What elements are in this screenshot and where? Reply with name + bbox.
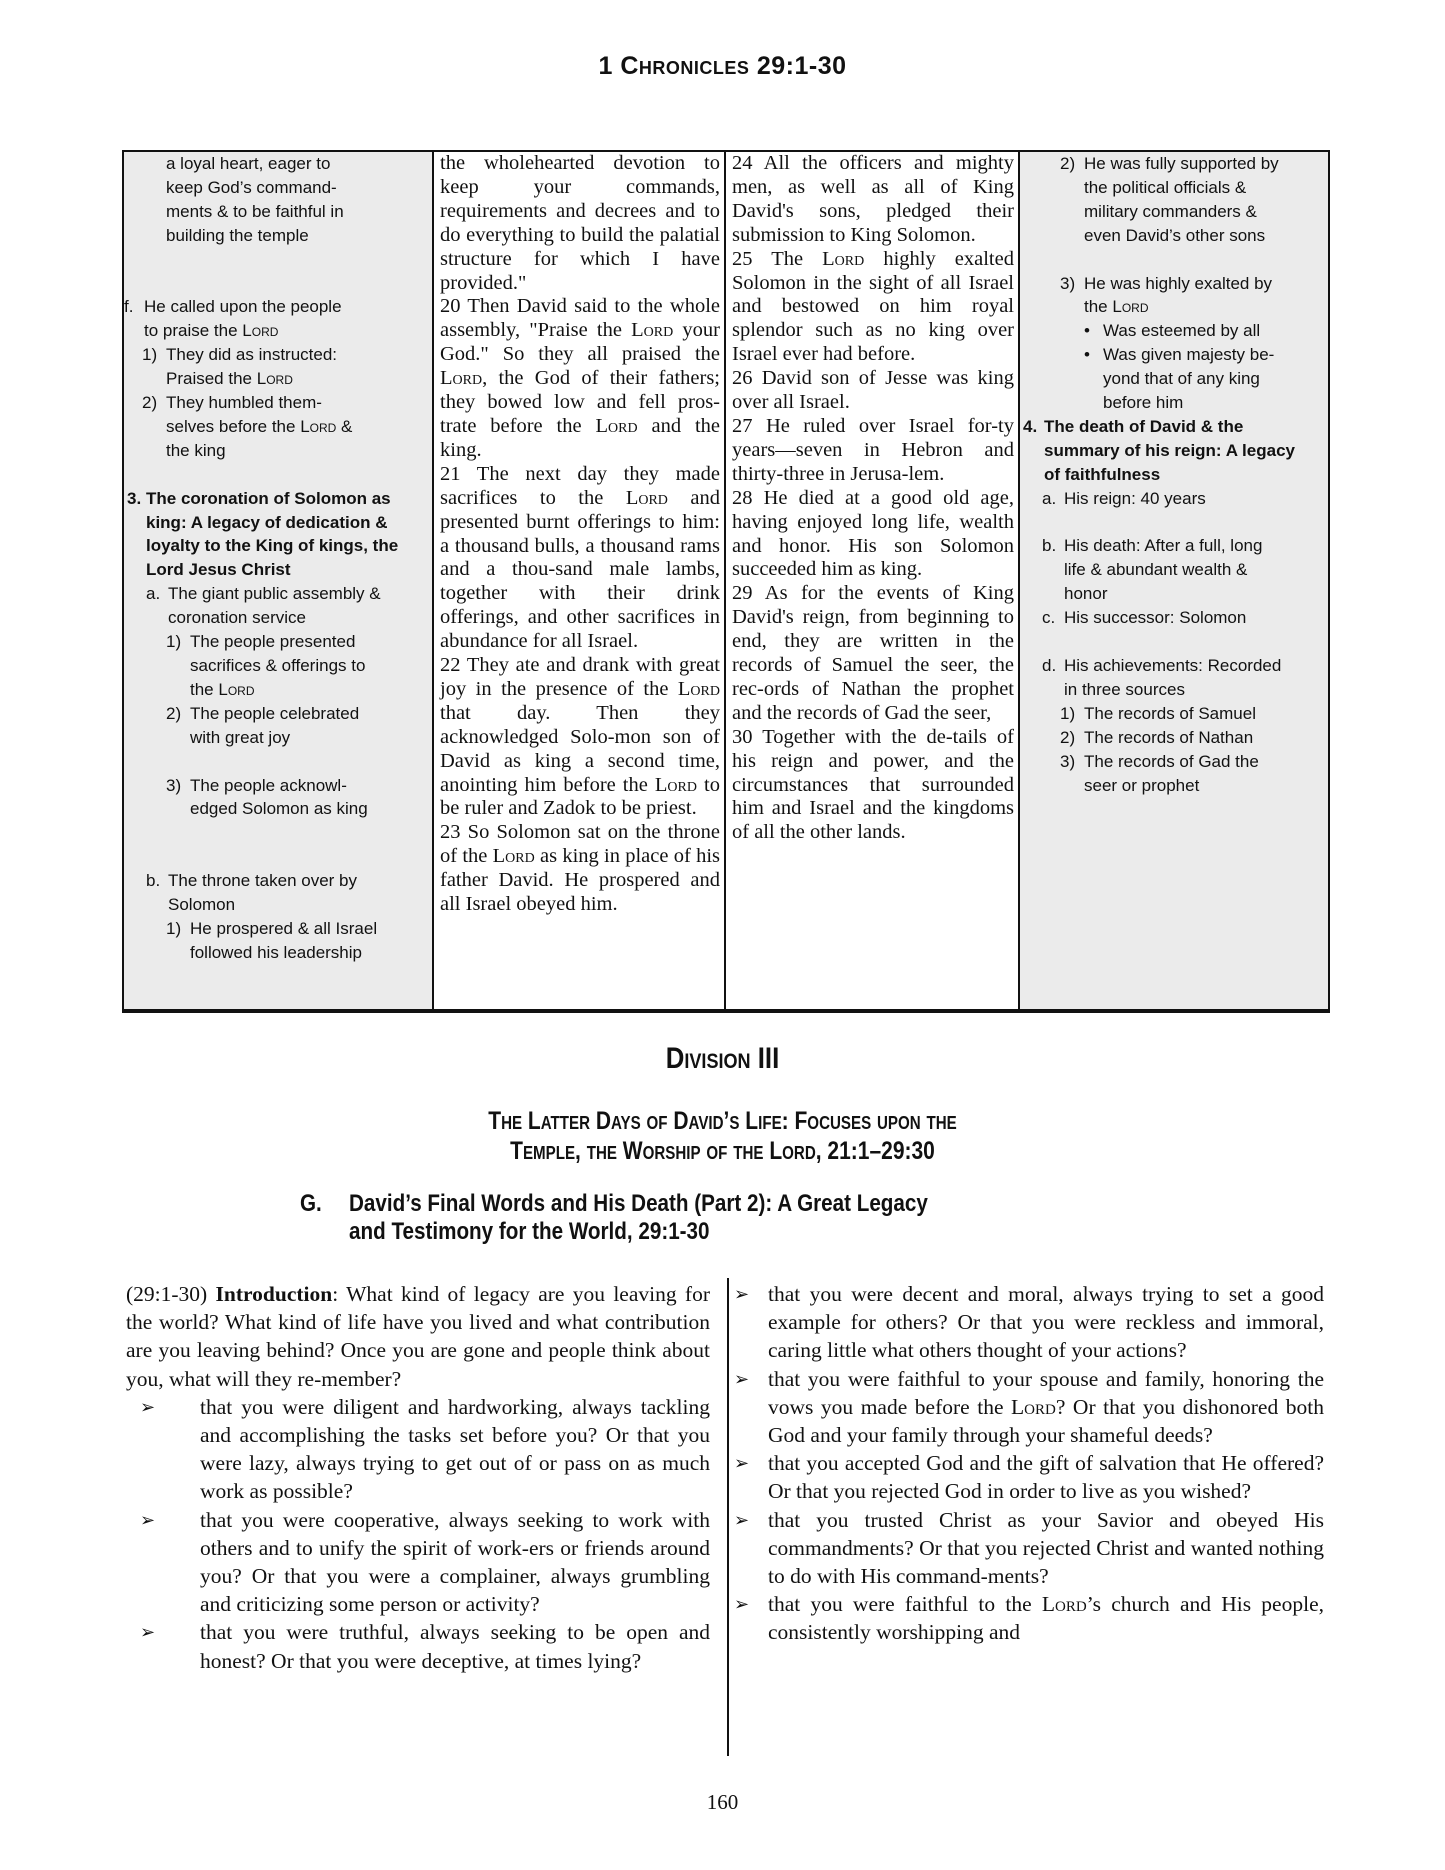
outline-line: sacrifices & offerings to <box>190 656 366 675</box>
outline-label: 1) <box>166 918 182 938</box>
outline-line: Solomon <box>168 895 236 915</box>
intro-reference: (29:1-30) <box>126 1282 216 1306</box>
intro-paragraph <box>126 1280 710 1393</box>
outline-item-d <box>1020 654 1328 702</box>
lord-smallcaps: Lord <box>242 321 279 341</box>
verse-text: 20 Then David said to the whole assembly, "Praise the <box>440 295 720 342</box>
lord-smallcaps: Lord <box>256 369 293 389</box>
outline-item-d1 <box>1020 702 1328 726</box>
outline-label: c. <box>1042 608 1056 628</box>
verse-text: and the king. <box>440 414 720 461</box>
verse-28: 28 He died at a good old age, having enjoyed long life, wealth and honor. His son Solomon succeeded him as king. <box>732 486 1014 581</box>
outline-label: 3. <box>127 488 142 508</box>
outline-line: The people celebrated <box>190 703 360 723</box>
bullet-text: ? Or that you dishonored both God and your family through your shameful deeds? <box>768 1394 1324 1448</box>
verse-text: , the God of their fathers; they bowed low and fell pros-trate before the <box>440 367 720 437</box>
outline-line: the <box>1084 297 1113 317</box>
lord-smallcaps: Lord <box>595 414 638 437</box>
section-title-line: David’s Final Words and His Death (Part 2): A Great Legacy <box>349 1190 928 1217</box>
division-subtitle-line: Temple, the Worship of the Lord, <box>510 1137 822 1165</box>
outline-item-a2 <box>124 702 432 750</box>
body-column-right <box>734 1280 1324 1647</box>
outline-bullet <box>1020 343 1328 415</box>
outline-line: the king <box>166 440 226 460</box>
bullet-text: ’s church and His people, consistently worshipping and <box>768 1592 1324 1645</box>
verse-text: 21 The next day they made sacrifices to the <box>440 462 720 509</box>
section-heading <box>300 1190 1040 1246</box>
outline-line: The giant public assembly & <box>168 584 381 604</box>
outline-label: 2) <box>166 703 182 723</box>
bullet-text: that you trusted Christ as your Savior and obeyed His commandments? Or that you rejected Christ and wanted nothing to do with His command-ments? <box>768 1507 1324 1589</box>
outline-line: The death of David & the <box>1044 416 1244 436</box>
lord-smallcaps: Lord <box>218 679 255 699</box>
outline-label: 1) <box>166 632 182 652</box>
outline-line: He prospered & all Israel <box>190 918 378 938</box>
bullet-text: that you were faithful to your spouse and family, honoring the vows you made before the <box>768 1366 1324 1419</box>
outline-item-a <box>124 582 432 630</box>
outline-item-f1 <box>124 343 432 391</box>
header-number: 1 <box>598 52 621 80</box>
outline-line: His death: After a full, long <box>1064 536 1263 556</box>
outline-line: He was highly exalted by <box>1084 273 1273 293</box>
outline-label: 3) <box>166 775 182 795</box>
verse-text: 23 So Solomon sat on the throne of the <box>440 821 720 868</box>
outline-line: coronation service <box>168 608 306 628</box>
outline-line: They humbled them- <box>166 393 322 413</box>
outline-line: building the temple <box>166 225 309 245</box>
bullet-text: that you were diligent and hardworking, always tackling and accomplishing the tasks set before you? Or that you were lazy, always trying to get out of or pass on as much work as possible? <box>200 1394 710 1504</box>
lord-smallcaps: Lord <box>822 247 865 270</box>
outline-line: seer or prophet <box>1084 775 1200 795</box>
outline-line: life & abundant wealth & <box>1064 560 1248 580</box>
lord-smallcaps: Lord <box>625 486 668 509</box>
outline-line: summary of his reign: A legacy <box>1044 440 1295 460</box>
outline-line: Lord Jesus Christ <box>146 560 291 580</box>
outline-line: He called upon the people <box>144 297 342 317</box>
outline-label: 2) <box>1060 727 1076 747</box>
outline-line: edged Solomon as king <box>190 799 368 819</box>
outline-label: d. <box>1042 655 1057 675</box>
outline-item <box>124 152 432 248</box>
outline-line: a loyal heart, eager to <box>166 154 331 173</box>
outline-line: The people acknowl- <box>190 775 347 795</box>
outline-line: king: A legacy of dedication & <box>146 512 388 532</box>
outline-label: 4. <box>1023 416 1038 436</box>
outline-line: loyalty to the King of kings, the <box>146 536 399 556</box>
verse-21 <box>440 463 720 654</box>
outline-column-right <box>1020 152 1328 1009</box>
outline-line: Was esteemed by all <box>1103 321 1261 341</box>
outline-label: b. <box>1042 536 1057 556</box>
outline-item-f2 <box>124 391 432 463</box>
division-subtitle <box>116 1106 1330 1166</box>
outline-line: followed his leadership <box>190 942 362 962</box>
verse-text: your God." So they all praised the <box>440 319 720 366</box>
bullet-text: that you were truthful, always seeking to be open and honest? Or that you were deceptive, at times lying? <box>200 1620 710 1673</box>
division-subtitle-range: 21:1–29:30 <box>821 1137 935 1165</box>
outline-label: 3) <box>1060 751 1076 771</box>
outline-line: with great joy <box>190 727 291 747</box>
verse-23 <box>440 821 720 917</box>
division-title: Division III <box>665 1042 780 1075</box>
column-divider <box>727 1278 729 1756</box>
outline-line: yond that of any king <box>1103 369 1260 389</box>
outline-line: military commanders & <box>1084 201 1257 221</box>
outline-line: before him <box>1103 393 1184 413</box>
section-title-line: and Testimony for the World, 29:1-30 <box>349 1218 710 1245</box>
outline-line: His reign: 40 years <box>1064 488 1206 508</box>
bullet-icon: • <box>1084 321 1090 341</box>
outline-line: even David’s other sons <box>1084 225 1266 245</box>
arrow-bullet-icon: ➢ <box>734 1284 750 1304</box>
outline-item-a1 <box>124 630 432 702</box>
legacy-bullet <box>734 1365 1324 1450</box>
arrow-bullet-icon: ➢ <box>140 1509 156 1530</box>
outline-point-4 <box>1020 415 1328 487</box>
outline-line: keep God’s command- <box>166 177 337 197</box>
bullet-icon: • <box>1084 345 1090 365</box>
outline-line: the <box>190 679 219 699</box>
outline-item-2 <box>1020 152 1328 248</box>
arrow-bullet-icon: ➢ <box>734 1509 750 1530</box>
verse-26: 26 David son of Jesse was king over all Israel. <box>732 367 1014 414</box>
verse-20 <box>440 295 720 462</box>
verse-text: as king in place of his father David. He prospered and all Israel obeyed him. <box>440 845 720 916</box>
lord-smallcaps: Lord <box>677 677 720 700</box>
outline-line: The throne taken over by <box>168 871 358 891</box>
lord-smallcaps: Lord <box>300 416 337 436</box>
outline-item-f <box>124 295 432 343</box>
lord-smallcaps: Lord <box>1112 297 1149 317</box>
legacy-bullet <box>734 1506 1324 1591</box>
verse-text: highly exalted Solomon in the sight of all Israel and bestowed on him royal splendor such as no king over Israel ever had before. <box>732 247 1014 366</box>
outline-label: b. <box>146 871 161 891</box>
outline-item-c <box>1020 606 1328 630</box>
legacy-bullet <box>734 1280 1324 1365</box>
outline-point-3 <box>124 487 432 583</box>
commentary-table <box>122 150 1330 1013</box>
outline-item-b <box>1020 534 1328 606</box>
outline-line: The records of Nathan <box>1084 727 1254 747</box>
outline-line: honor <box>1064 584 1108 604</box>
outline-label: 3) <box>1060 273 1076 293</box>
bullet-text: that you were faithful to the <box>768 1592 1042 1617</box>
lord-smallcaps: Lord <box>631 319 674 342</box>
verse-24: 24 All the officers and mighty men, as well as all of King David's sons, pledged their submission to King Solomon. <box>732 152 1014 246</box>
verse-27: 27 He ruled over Israel for-ty years—seven in Hebron and thirty-three in Jerusa-lem. <box>732 414 1014 485</box>
outline-line: Was given majesty be- <box>1103 345 1275 365</box>
outline-line: He was fully supported by <box>1084 154 1279 173</box>
verse-text: to be ruler and Zadok to be priest. <box>440 773 720 820</box>
outline-label: a. <box>146 584 161 604</box>
section-letter: G. <box>300 1190 322 1217</box>
verse-19-end: the wholehearted devotion to keep your commands, requirements and decrees and to do everything to build the palatial structure for which I have provided." <box>440 152 720 294</box>
verse-text: that day. Then they acknowledged Solo-mon son of David as king a second time, anointing him before the <box>440 701 720 796</box>
verse-25 <box>732 248 1014 368</box>
intro-label: Introduction <box>215 1282 333 1306</box>
verse-22 <box>440 654 720 821</box>
lord-smallcaps: Lord <box>492 845 535 868</box>
bullet-text: that you accepted God and the gift of salvation that He offered? Or that you rejected God in order to live as you wished? <box>768 1451 1324 1504</box>
legacy-bullet <box>126 1506 710 1619</box>
division-subtitle-line: The Latter Days of David’s Life: Focuses upon the <box>488 1107 957 1135</box>
outline-line: of faithfulness <box>1044 464 1161 484</box>
outline-item-b <box>124 869 432 917</box>
verse-text: 22 They ate and drank with great joy in the presence of the <box>440 654 720 700</box>
verse-30: 30 Together with the de-tails of his reign and power, and the circumstances that surrounded him and Israel and the kingdoms of all the other lands. <box>732 725 1014 844</box>
outline-item-3 <box>1020 272 1328 320</box>
header-reference: 29:1-30 <box>749 52 847 80</box>
lord-smallcaps: Lord <box>440 367 483 390</box>
outline-label: 2) <box>142 393 158 413</box>
outline-line: ments & to be faithful in <box>166 201 344 221</box>
lord-smallcaps: Lord <box>654 773 697 796</box>
legacy-bullet <box>126 1393 710 1506</box>
outline-item-d3 <box>1020 750 1328 798</box>
outline-line: The records of Gad the <box>1084 751 1259 771</box>
verse-29: 29 As for the events of King David's reign, from beginning to end, they are written in the records of Samuel the seer, the rec-ords of Nathan the prophet and the records of Gad the seer, <box>732 582 1014 724</box>
scripture-column-2 <box>726 152 1020 1009</box>
outline-label: 1) <box>142 345 158 365</box>
outline-item-b1 <box>124 917 432 965</box>
header-book: Chronicles <box>620 52 750 80</box>
outline-line: & <box>336 416 353 436</box>
outline-label: a. <box>1042 488 1057 508</box>
lord-smallcaps: Lord <box>1041 1592 1087 1617</box>
body-column-left <box>126 1280 710 1675</box>
outline-line: the political officials & <box>1084 177 1247 197</box>
verse-text: and presented burnt offerings to him: a thousand bulls, a thousand rams and a thou-sand male lambs, together with their drink offerings, and other sacrifices in abundance for all Israel. <box>440 486 720 653</box>
legacy-bullet <box>126 1618 710 1674</box>
arrow-bullet-icon: ➢ <box>734 1594 750 1615</box>
intro-text: : What kind of legacy are you leaving for the world? What kind of life have you lived and what contribution are you leaving behind? Once you are gone and people think about you, what will they re-member? <box>126 1282 710 1391</box>
arrow-bullet-icon: ➢ <box>734 1368 750 1389</box>
outline-line: Praised the <box>166 369 257 389</box>
legacy-bullet <box>734 1590 1324 1646</box>
outline-line: selves before the <box>166 416 301 436</box>
outline-label: 2) <box>1060 154 1076 173</box>
page-number: 160 <box>706 1790 739 1814</box>
outline-line: His achievements: Recorded <box>1064 655 1282 675</box>
lord-smallcaps: Lord <box>1011 1394 1056 1419</box>
outline-line: in three sources <box>1064 679 1185 699</box>
arrow-bullet-icon: ➢ <box>734 1453 750 1474</box>
outline-bullet <box>1020 319 1328 343</box>
outline-line: The people presented <box>190 632 356 652</box>
outline-label: f. <box>124 297 134 317</box>
outline-line: They did as instructed: <box>166 345 338 365</box>
outline-item-a3 <box>124 774 432 822</box>
legacy-bullet <box>734 1449 1324 1505</box>
arrow-bullet-icon: ➢ <box>140 1622 156 1643</box>
outline-label: 1) <box>1060 703 1076 723</box>
outline-line: The records of Samuel <box>1084 703 1256 723</box>
scripture-column-1 <box>434 152 726 1009</box>
bullet-text: that you were decent and moral, always trying to set a good example for others? Or that you were reckless and immoral, caring little what others thought of your actions? <box>768 1282 1324 1363</box>
outline-line: His successor: Solomon <box>1064 608 1247 628</box>
outline-line: to praise the <box>144 321 243 341</box>
outline-line: The coronation of Solomon as <box>146 488 391 508</box>
bullet-text: that you were cooperative, always seeking to work with others and to unify the spirit of work-ers or friends around you? Or that you were a complainer, always grumbling and criticizing some person or activity? <box>200 1507 710 1617</box>
verse-text: 25 The <box>732 247 823 270</box>
arrow-bullet-icon: ➢ <box>140 1396 156 1417</box>
page-header <box>0 52 1445 81</box>
outline-item-d2 <box>1020 726 1328 750</box>
outline-item-a <box>1020 487 1328 511</box>
outline-column-left <box>124 152 434 1009</box>
